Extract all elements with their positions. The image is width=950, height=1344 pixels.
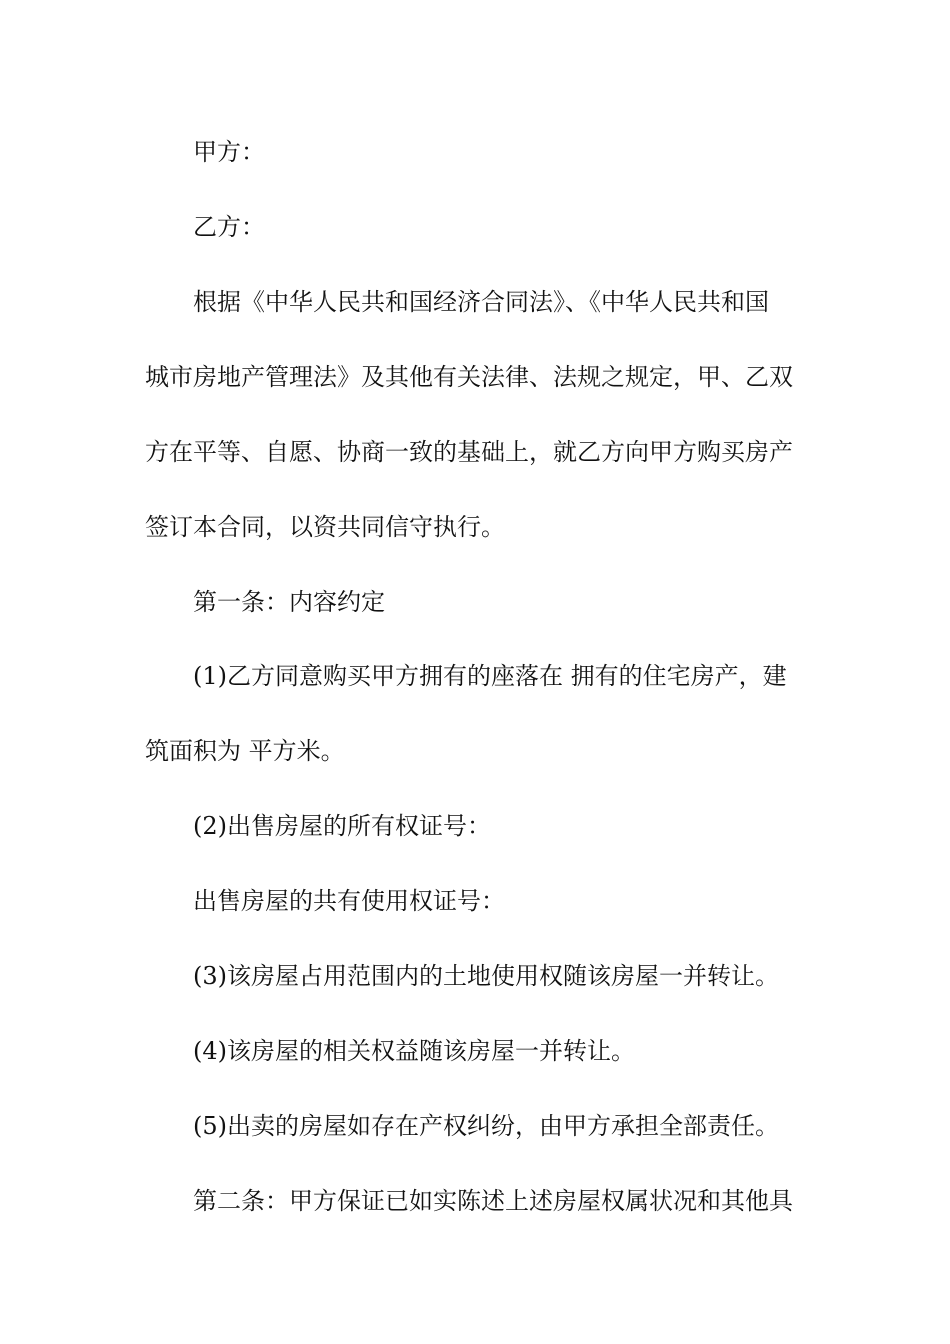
preamble-line-3: 方在平等、自愿、协商一致的基础上，就乙方向甲方购买房产 <box>145 438 793 466</box>
preamble-line-1: 根据《中华人民共和国经济合同法》、《中华人民共和国 <box>193 288 769 316</box>
party-a-line: 甲方： <box>193 138 265 166</box>
article-1-item-3: (3)该房屋占用范围内的土地使用权随该房屋一并转让。 <box>193 962 779 990</box>
article-1-heading: 第一条：内容约定 <box>193 588 385 616</box>
article-1-item-1-line-2: 筑面积为 平方米。 <box>145 737 345 765</box>
article-1-item-2-shared: 出售房屋的共有使用权证号： <box>193 887 505 915</box>
article-1-item-1-line-1: (1)乙方同意购买甲方拥有的座落在 拥有的住宅房产，建 <box>193 662 787 690</box>
party-b-line: 乙方： <box>193 213 265 241</box>
article-1-item-2: (2)出售房屋的所有权证号： <box>193 812 491 840</box>
preamble-line-2: 城市房地产管理法》及其他有关法律、法规之规定，甲、乙双 <box>145 363 793 391</box>
article-1-item-4: (4)该房屋的相关权益随该房屋一并转让。 <box>193 1037 635 1065</box>
preamble-line-4: 签订本合同，以资共同信守执行。 <box>145 513 505 541</box>
article-1-item-5: (5)出卖的房屋如存在产权纠纷，由甲方承担全部责任。 <box>193 1112 779 1140</box>
article-2-line-1: 第二条：甲方保证已如实陈述上述房屋权属状况和其他具 <box>193 1187 793 1215</box>
